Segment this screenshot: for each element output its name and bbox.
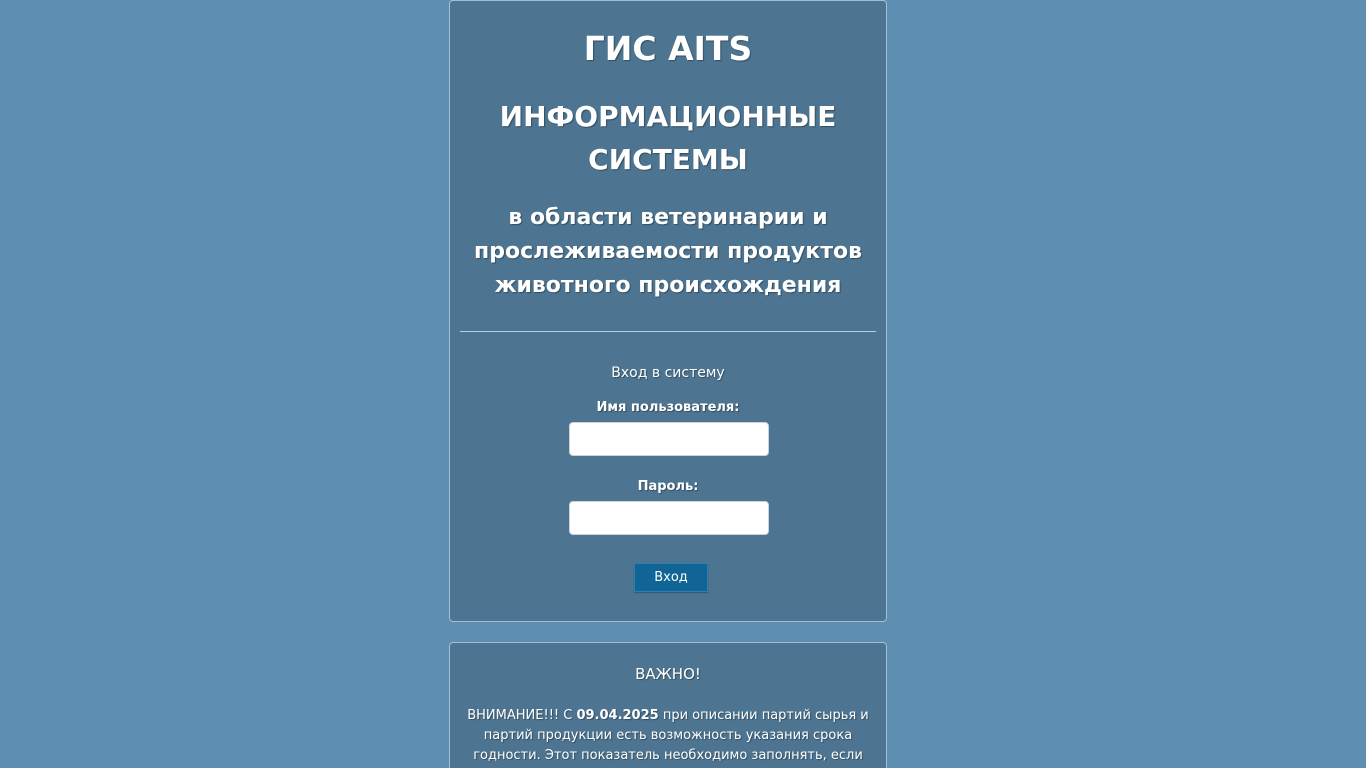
notice-text: [460, 706, 876, 766]
app-title: ГИС AITS: [583, 29, 753, 68]
notice-panel: [449, 642, 887, 768]
subtitle-line-2: СИСТЕМЫ: [588, 143, 748, 176]
system-description: [460, 201, 876, 303]
login-panel: [449, 0, 887, 622]
notice-title: ВАЖНО!: [635, 665, 701, 683]
system-subtitle: [480, 95, 856, 181]
password-input[interactable]: [569, 501, 769, 535]
notice-text-body: при описании партий сырья и партий продукции есть возможность указания срока годности. Этот показатель необходимо заполнять, если: [473, 708, 869, 763]
username-label: Имя пользователя:: [596, 400, 740, 415]
description-line-2: прослеживаемости продуктов: [474, 239, 862, 264]
login-heading: Вход в систему: [611, 365, 725, 381]
divider: [460, 331, 876, 332]
password-label: Пароль:: [637, 479, 699, 494]
notice-date: 09.04.2025: [576, 708, 659, 723]
subtitle-line-1: ИНФОРМАЦИОННЫЕ: [499, 100, 837, 133]
username-input[interactable]: [569, 422, 769, 456]
description-line-3: животного происхождения: [494, 273, 842, 298]
notice-text-prefix: ВНИМАНИЕ!!! С: [467, 708, 577, 723]
description-line-1: в области ветеринарии и: [508, 205, 828, 230]
login-button[interactable]: Вход: [634, 563, 708, 592]
